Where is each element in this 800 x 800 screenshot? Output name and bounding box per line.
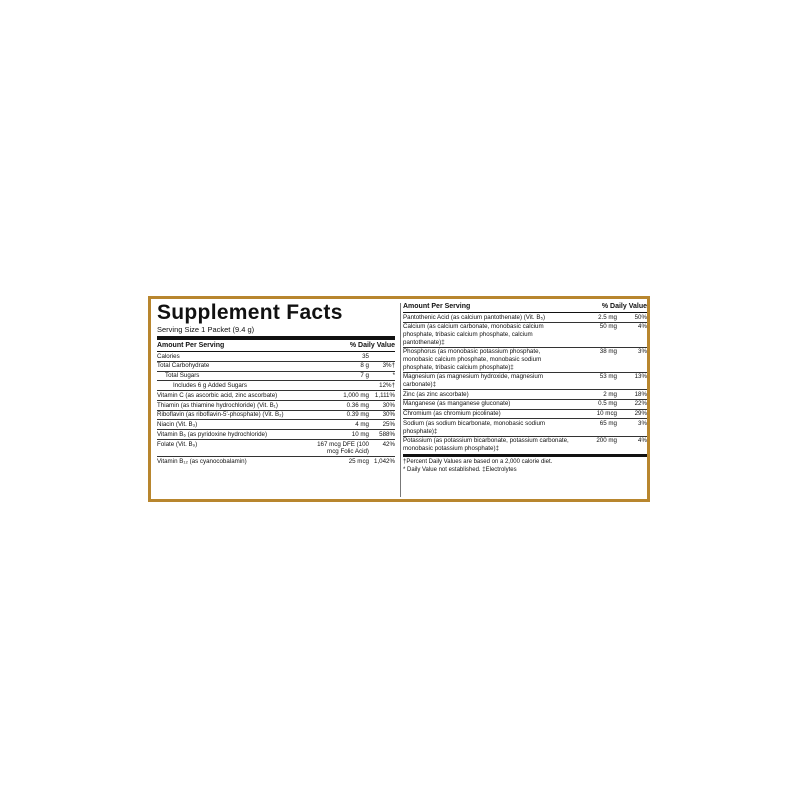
nutrient-row bbox=[157, 429, 395, 439]
nutrient-row bbox=[157, 352, 395, 361]
nutrient-row bbox=[157, 419, 395, 429]
serving-size: Serving Size 1 Packet (9.4 g) bbox=[157, 325, 255, 334]
nutrient-dv: 30% bbox=[382, 401, 395, 409]
nutrient-name: Vitamin B₁₂ (as cyanocobalamin) bbox=[157, 458, 247, 465]
nutrient-name: Potassium (as potassium bicarbonate, potassium carbonate, monobasic potassium phosphate)‡ bbox=[403, 437, 569, 452]
nutrient-name: Niacin (Vit. B₃) bbox=[157, 421, 198, 429]
column-header bbox=[157, 340, 395, 352]
nutrient-dv: 1,042% bbox=[374, 458, 395, 465]
nutrient-amount: 25 mcg bbox=[348, 458, 369, 465]
footnote-electrolytes: * Daily Value not established. ‡Electrolytes bbox=[403, 466, 517, 473]
nutrient-dv: 29% bbox=[634, 410, 647, 418]
nutrient-row bbox=[403, 399, 647, 409]
nutrient-amount bbox=[309, 382, 369, 390]
nutrient-dv: 3% bbox=[638, 348, 647, 356]
nutrient-amount: 167 mcg DFE (100 mcg Folic Acid) bbox=[317, 440, 369, 456]
nutrient-name: Calcium (as calcium carbonate, monobasic calcium phosphate, tribasic calcium phosphate, calcium pantothenate)‡ bbox=[403, 323, 544, 346]
nutrient-dv: * bbox=[392, 372, 395, 380]
footnotes bbox=[403, 459, 647, 474]
nutrient-amount: 2.5 mg bbox=[598, 313, 617, 321]
nutrient-amount: 2 mg bbox=[603, 390, 617, 398]
nutrient-row bbox=[403, 436, 647, 453]
amount-header: Amount Per Serving bbox=[157, 342, 225, 349]
nutrient-amount: 10 mg bbox=[351, 430, 369, 438]
nutrient-row bbox=[403, 313, 647, 322]
nutrient-row bbox=[157, 371, 395, 381]
thick-divider bbox=[403, 454, 647, 457]
nutrient-amount: 0.39 mg bbox=[346, 411, 369, 419]
nutrient-name: Riboflavin (as riboflavin-5'-phosphate) (Vit. B₂) bbox=[157, 411, 284, 419]
nutrient-row bbox=[157, 380, 395, 390]
nutrient-name: Thiamin (as thiamine hydrochloride) (Vit. B₁) bbox=[157, 401, 278, 409]
nutrient-dv: 50% bbox=[634, 313, 647, 321]
nutrient-dv: 588% bbox=[379, 430, 395, 438]
dv-header: % Daily Value bbox=[601, 303, 647, 310]
nutrient-name: Sodium (as sodium bicarbonate, monobasic sodium phosphate)‡ bbox=[403, 420, 546, 435]
nutrient-dv: 18% bbox=[634, 390, 647, 398]
nutrient-dv: 30% bbox=[382, 411, 395, 419]
nutrient-row bbox=[403, 389, 647, 399]
nutrient-dv: 4% bbox=[638, 437, 647, 445]
nutrient-amount: 1,000 mg bbox=[343, 391, 369, 399]
nutrient-list bbox=[403, 313, 647, 453]
nutrient-amount: 50 mg bbox=[599, 323, 617, 331]
dv-header: % Daily Value bbox=[349, 342, 395, 349]
nutrient-dv: 1,111% bbox=[374, 391, 395, 399]
nutrient-dv: 13% bbox=[634, 373, 647, 381]
nutrient-amount: 7 g bbox=[360, 372, 369, 380]
right-column bbox=[403, 301, 647, 474]
nutrient-amount: 0.36 mg bbox=[346, 401, 369, 409]
nutrient-dv: 3% bbox=[638, 420, 647, 428]
nutrient-row bbox=[157, 410, 395, 420]
nutrient-name: Zinc (as zinc ascorbate) bbox=[403, 390, 469, 398]
nutrient-dv: 4% bbox=[638, 323, 647, 331]
nutrient-row bbox=[157, 439, 395, 456]
nutrient-row bbox=[403, 409, 647, 419]
nutrient-row bbox=[157, 390, 395, 400]
nutrient-amount: 4 mg bbox=[355, 421, 369, 429]
nutrient-row bbox=[157, 400, 395, 410]
panel-title: Supplement Facts bbox=[157, 301, 343, 324]
nutrient-row bbox=[403, 418, 647, 435]
nutrient-name: Phosphorus (as monobasic potassium phosphate, monobasic calcium phosphate, monobasic sodium phosphate, tribasic calcium phosphate)‡ bbox=[403, 348, 542, 371]
nutrient-amount: 0.5 mg bbox=[598, 400, 617, 408]
nutrient-name: Pantothenic Acid (as calcium pantothenate) (Vit. B₅) bbox=[403, 313, 546, 321]
nutrient-amount: 10 mcg bbox=[596, 410, 617, 418]
nutrient-name: Calories bbox=[157, 352, 180, 360]
nutrient-amount: 35 bbox=[362, 352, 369, 360]
nutrient-row bbox=[403, 322, 647, 347]
supplement-facts-panel bbox=[148, 296, 650, 502]
nutrient-amount: 38 mg bbox=[599, 348, 617, 356]
nutrient-amount: 8 g bbox=[360, 362, 369, 370]
nutrient-name: Vitamin B₆ (as pyridoxine hydrochloride) bbox=[157, 430, 268, 438]
nutrient-dv: 42% bbox=[382, 440, 395, 448]
nutrient-dv: 22% bbox=[634, 400, 647, 408]
nutrient-row bbox=[157, 456, 395, 466]
nutrient-dv: 3%† bbox=[382, 362, 395, 370]
footnote-daily-value: †Percent Daily Values are based on a 2,000 calorie diet. bbox=[403, 459, 553, 466]
nutrient-name: Includes 6 g Added Sugars bbox=[173, 381, 247, 389]
left-column bbox=[157, 301, 395, 466]
nutrient-row bbox=[403, 372, 647, 389]
column-divider bbox=[400, 303, 401, 497]
nutrient-dv bbox=[369, 353, 395, 361]
nutrient-name: Total Carbohydrate bbox=[157, 362, 210, 370]
nutrient-amount: 53 mg bbox=[599, 373, 617, 381]
nutrient-name: Chromium (as chromium picolinate) bbox=[403, 410, 501, 418]
nutrient-dv: 25% bbox=[382, 421, 395, 429]
nutrient-dv: 12%† bbox=[379, 381, 395, 389]
nutrient-row bbox=[403, 347, 647, 372]
nutrient-name: Manganese (as manganese gluconate) bbox=[403, 400, 511, 408]
nutrient-name: Folate (Vit. B₉) bbox=[157, 440, 198, 448]
column-header bbox=[403, 301, 647, 313]
nutrient-list bbox=[157, 352, 395, 466]
nutrient-name: Magnesium (as magnesium hydroxide, magnesium carbonate)‡ bbox=[403, 373, 543, 388]
nutrient-amount: 200 mg bbox=[596, 437, 617, 445]
nutrient-name: Total Sugars bbox=[165, 372, 200, 380]
nutrient-row bbox=[157, 361, 395, 371]
nutrient-name: Vitamin C (as ascorbic acid, zinc ascorbate) bbox=[157, 391, 278, 399]
amount-header: Amount Per Serving bbox=[403, 303, 471, 310]
nutrient-amount: 65 mg bbox=[599, 420, 617, 428]
